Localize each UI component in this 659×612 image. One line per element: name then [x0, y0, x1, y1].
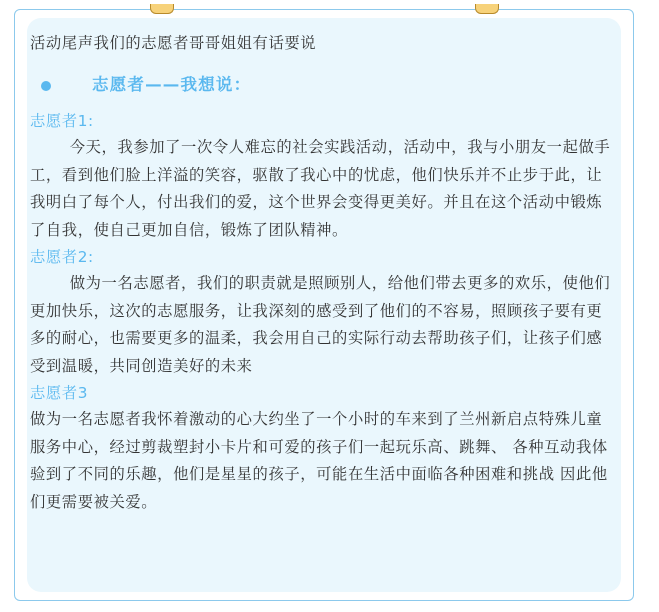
volunteer-1-text: 今天，我参加了一次令人难忘的社会实践活动，活动中，我与小朋友一起做手工，看到他们脸上洋溢的笑容，驱散了我心中的忧虑，他们快乐并不止步于此，让我明白了每个人，付出我们的爱，这个世界会变得更美好。并且在这个活动中锻炼了自我，使自己更加自信，锻炼了团队精神。 — [30, 138, 611, 239]
section-heading: 志愿者——我想说： — [92, 75, 252, 94]
volunteer-2-label: 志愿者2: — [30, 248, 94, 266]
section-heading-row — [30, 72, 615, 102]
bullet-dot-icon — [41, 81, 51, 91]
volunteer-2-text: 做为一名志愿者，我们的职责就是照顾别人，给他们带去更多的欢乐，使他们更加快乐，这次的志愿服务，让我深刻的感受到了他们的不容易，照顾孩子要有更多的耐心，也需要更多的温柔，我会用自己的实际行动去帮助孩子们，让孩子们感受到温暖，共同创造美好的未来 — [30, 274, 611, 375]
intro-text: 活动尾声我们的志愿者哥哥姐姐有话要说 — [30, 34, 317, 52]
card-tab-right — [475, 4, 499, 14]
volunteer-3-text: 做为一名志愿者我怀着激动的心大约坐了一个小时的车来到了兰州新启点特殊儿童服务中心，经过剪裁塑封小卡片和可爱的孩子们一起玩乐高、跳舞、 各种互动我体验到了不同的乐趣，他们是星星的孩子，可能在生活中面临各种困难和挑战 因此他们更需要被关爱。 — [30, 410, 608, 511]
volunteer-3-label: 志愿者3 — [30, 384, 89, 402]
volunteer-1-label: 志愿者1: — [30, 112, 94, 130]
card-tab-left — [150, 4, 174, 14]
article-body — [30, 30, 615, 516]
